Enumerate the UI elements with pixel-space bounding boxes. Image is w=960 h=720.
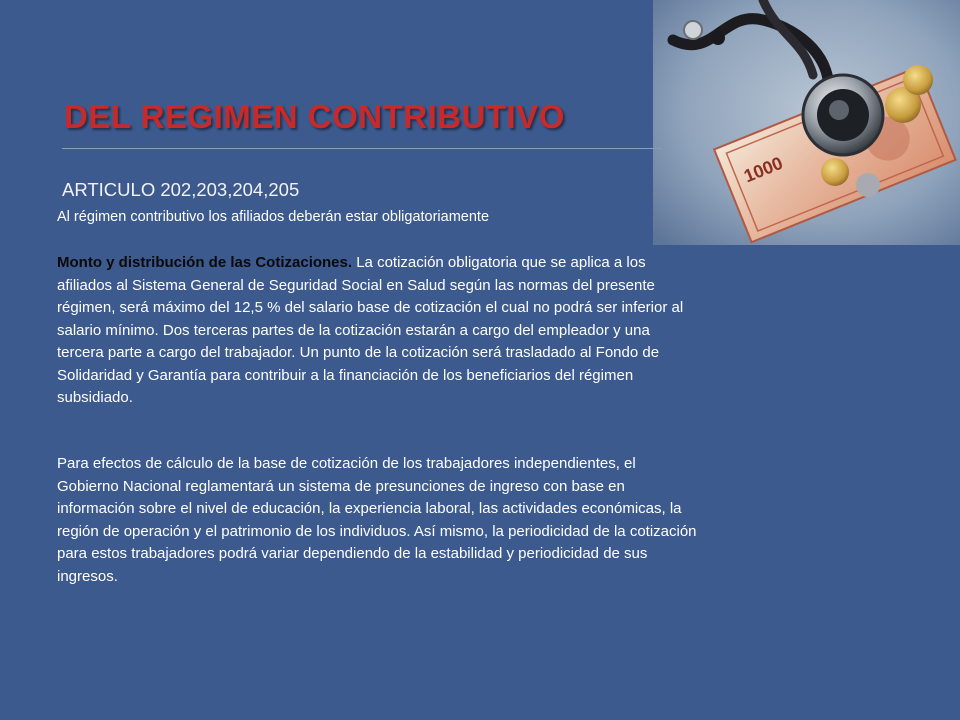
page-title: DEL REGIMEN CONTRIBUTIVO xyxy=(64,98,565,135)
article-heading: ARTICULO 202,203,204,205 xyxy=(62,179,300,200)
stethoscope-banknote-photo xyxy=(653,0,960,245)
paragraph-body: La cotización obligatoria que se aplica a los afiliados al Sistema General de Seguridad Social en Salud según las normas del presente régimen, será máximo del 12,5 % del salario base de cotización el cual no podrá ser inferior al salario mínimo. Dos terceras partes de la cotización estarán a cargo del empleador y una tercera parte a cargo del trabajador. Un punto de la cotización será trasladado al Fondo de Solidaridad y Garantía para contribuir a la financiación de los beneficiarios del régimen subsidiado. xyxy=(57,254,684,406)
paragraph-contribution-amount xyxy=(57,252,697,410)
intro-text: Al régimen contributivo los afiliados deberán estar obligatoriamente xyxy=(57,209,490,225)
banknote-value: 1000 xyxy=(740,152,786,187)
paragraph-independent-workers: Para efectos de cálculo de la base de cotización de los trabajadores independientes, el Gobierno Nacional reglamentará un sistema de presunciones de ingreso con base en información sobre el nivel de educación, la experiencia laboral, las actividades económicas, la región de operación y el patrimonio de los individuos. Así mismo, la periodicidad de la cotización para estos trabajadores podrá variar dependiendo de la estabilidad y periodicidad de sus ingresos. xyxy=(57,455,697,585)
paragraph-lead: Monto y distribución de las Cotizaciones. xyxy=(57,254,353,271)
title-divider xyxy=(62,148,662,149)
